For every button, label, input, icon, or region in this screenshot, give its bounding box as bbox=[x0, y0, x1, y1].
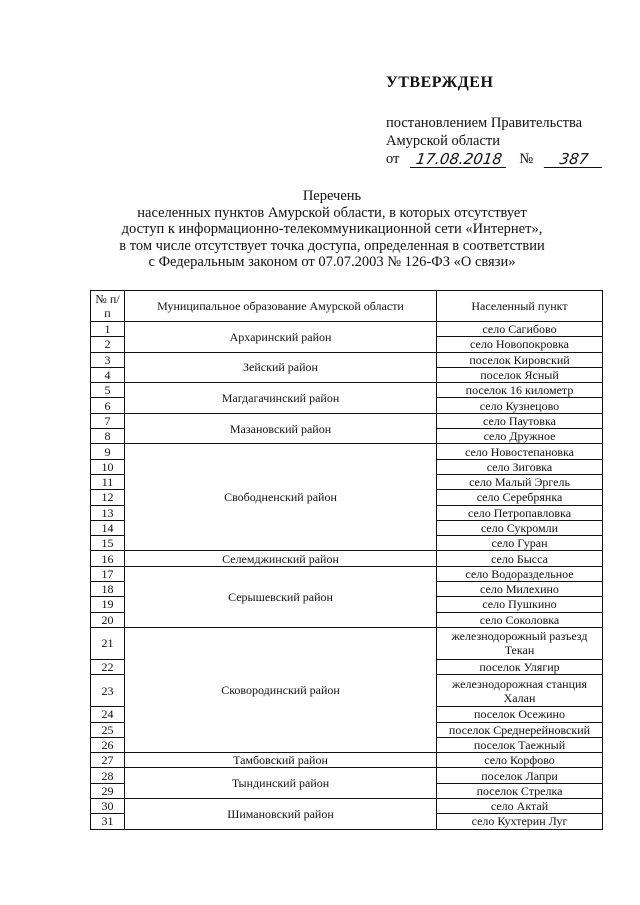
table-row bbox=[91, 413, 603, 428]
handwritten-date: 17.08.2018 bbox=[410, 151, 508, 168]
row-number: 30 bbox=[91, 799, 125, 814]
row-number: 16 bbox=[91, 551, 125, 566]
municipality-cell: Шимановский район bbox=[125, 799, 437, 830]
row-number: 28 bbox=[91, 768, 125, 783]
settlement-cell: село Паутовка bbox=[437, 413, 603, 428]
settlement-cell: поселок Лапри bbox=[437, 768, 603, 783]
settlement-cell: село Корфово bbox=[437, 753, 603, 768]
settlement-cell: поселок Осежино bbox=[437, 707, 603, 722]
table-row bbox=[91, 383, 603, 398]
table-row bbox=[91, 768, 603, 783]
row-number: 9 bbox=[91, 444, 125, 459]
settlement-cell: село Милехино bbox=[437, 582, 603, 597]
row-number: 17 bbox=[91, 566, 125, 581]
settlement-cell: село Соколовка bbox=[437, 612, 603, 627]
row-number: 23 bbox=[91, 675, 125, 707]
table-row bbox=[91, 322, 603, 337]
table-row bbox=[91, 566, 603, 581]
municipality-cell: Сковородинский район bbox=[125, 627, 437, 752]
title-line-2: населенных пунктов Амурской области, в которых отсутствует bbox=[137, 204, 527, 221]
settlement-cell: поселок Улягир bbox=[437, 659, 603, 674]
settlement-cell: железнодорожный разъезд Текан bbox=[437, 627, 603, 659]
municipality-cell: Архаринский район bbox=[125, 322, 437, 353]
settlement-cell: село Малый Эргель bbox=[437, 474, 603, 489]
approval-line-1: постановлением Правительства bbox=[386, 115, 583, 131]
settlement-cell: село Сагибово bbox=[437, 322, 603, 337]
title-line-1: Перечень bbox=[302, 188, 362, 204]
settlement-cell: село Водораздельное bbox=[437, 566, 603, 581]
approval-line-2: Амурской области bbox=[386, 133, 500, 149]
settlement-cell: село Гуран bbox=[437, 536, 603, 551]
row-number: 7 bbox=[91, 413, 125, 428]
municipality-cell: Мазановский район bbox=[125, 413, 437, 444]
table-row bbox=[91, 444, 603, 459]
row-number: 2 bbox=[91, 337, 125, 352]
settlement-cell: село Новопокровка bbox=[437, 337, 603, 352]
settlement-cell: село Серебрянка bbox=[437, 490, 603, 505]
settlement-cell: село Бысса bbox=[437, 551, 603, 566]
row-number: 26 bbox=[91, 737, 125, 752]
number-label: № bbox=[519, 151, 534, 167]
settlement-cell: поселок 16 километр bbox=[437, 383, 603, 398]
municipality-cell: Тамбовский район bbox=[125, 753, 437, 768]
table-header-row bbox=[91, 291, 603, 322]
municipality-cell: Зейский район bbox=[125, 352, 437, 383]
row-number: 3 bbox=[91, 352, 125, 367]
settlement-cell: село Дружное bbox=[437, 429, 603, 444]
municipality-cell: Селемджинский район bbox=[125, 551, 437, 566]
row-number: 19 bbox=[91, 597, 125, 612]
settlement-cell: поселок Ясный bbox=[437, 367, 603, 382]
settlements-table bbox=[90, 290, 603, 830]
settlement-cell: село Кузнецово bbox=[437, 398, 603, 413]
row-number: 20 bbox=[91, 612, 125, 627]
settlement-cell: село Новостепановка bbox=[437, 444, 603, 459]
row-number: 8 bbox=[91, 429, 125, 444]
settlement-cell: село Петропавловка bbox=[437, 505, 603, 520]
table-row bbox=[91, 627, 603, 659]
settlement-cell: железнодорожная станция Халан bbox=[437, 675, 603, 707]
row-number: 27 bbox=[91, 753, 125, 768]
settlement-cell: поселок Среднерейновский bbox=[437, 722, 603, 737]
document-title bbox=[60, 188, 604, 271]
approval-heading: УТВЕРЖДЕН bbox=[386, 74, 494, 91]
row-number: 22 bbox=[91, 659, 125, 674]
settlement-cell: поселок Кировский bbox=[437, 352, 603, 367]
row-number: 24 bbox=[91, 707, 125, 722]
settlement-cell: село Актай bbox=[437, 799, 603, 814]
row-number: 13 bbox=[91, 505, 125, 520]
settlement-cell: село Сукромли bbox=[437, 520, 603, 535]
row-number: 21 bbox=[91, 627, 125, 659]
row-number: 12 bbox=[91, 490, 125, 505]
row-number: 31 bbox=[91, 814, 125, 829]
row-number: 4 bbox=[91, 367, 125, 382]
row-number: 15 bbox=[91, 536, 125, 551]
table-row bbox=[91, 799, 603, 814]
row-number: 11 bbox=[91, 474, 125, 489]
table-row bbox=[91, 352, 603, 367]
row-number: 6 bbox=[91, 398, 125, 413]
row-number: 25 bbox=[91, 722, 125, 737]
settlement-cell: село Кухтерин Луг bbox=[437, 814, 603, 829]
from-label: от bbox=[386, 151, 400, 167]
approval-block bbox=[386, 74, 626, 168]
municipality-cell: Магдагачинский район bbox=[125, 383, 437, 414]
handwritten-number: 387 bbox=[544, 151, 604, 168]
approval-date-row bbox=[386, 150, 626, 168]
municipality-cell: Тындинский район bbox=[125, 768, 437, 799]
row-number: 1 bbox=[91, 322, 125, 337]
title-line-5: с Федеральным законом от 07.07.2003 № 126-ФЗ «О связи» bbox=[148, 254, 516, 270]
row-number: 10 bbox=[91, 459, 125, 474]
row-number: 5 bbox=[91, 383, 125, 398]
table-row bbox=[91, 753, 603, 768]
municipality-cell: Серышевский район bbox=[125, 566, 437, 627]
title-line-4: в том числе отсутствует точка доступа, определенная в соответствии bbox=[119, 237, 545, 254]
settlement-cell: село Пушкино bbox=[437, 597, 603, 612]
header-num: № п/п bbox=[91, 291, 125, 322]
row-number: 14 bbox=[91, 520, 125, 535]
municipality-cell: Свободненский район bbox=[125, 444, 437, 551]
settlement-cell: поселок Стрелка bbox=[437, 783, 603, 798]
settlement-cell: поселок Таежный bbox=[437, 737, 603, 752]
header-settlement: Населенный пункт bbox=[437, 291, 603, 322]
row-number: 18 bbox=[91, 582, 125, 597]
table-body bbox=[91, 322, 603, 830]
table-row bbox=[91, 551, 603, 566]
row-number: 29 bbox=[91, 783, 125, 798]
title-line-3: доступ к информационно-телекоммуникационной сети «Интернет», bbox=[121, 221, 543, 237]
header-municipality: Муниципальное образование Амурской области bbox=[125, 291, 437, 322]
settlement-cell: село Зиговка bbox=[437, 459, 603, 474]
